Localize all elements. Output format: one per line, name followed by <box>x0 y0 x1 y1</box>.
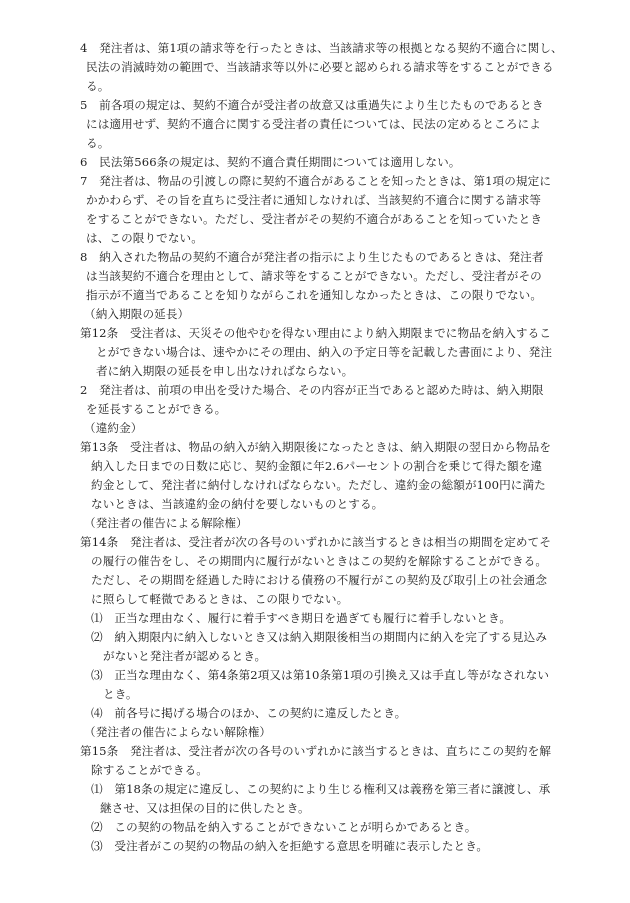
article-line: 第15条 発注者は、受注者が次の各号のいずれかに該当するときは、直ちにこの契約を解 <box>80 744 552 758</box>
paragraph-line: ただし、その期間を経過した時における債務の不履行がこの契約及び取引上の社会通念 <box>91 573 548 587</box>
list-item-continuation: 継させ、又は担保の目的に供したとき。 <box>100 801 310 815</box>
paragraph-line: とができない場合は、速やかにその理由、納入の予定日等を記載した書面により、発注 <box>96 345 553 359</box>
paragraph-line: 者に納入期限の延長を申し出なければならない。 <box>96 364 354 378</box>
article-line: 第12条 受注者は、天災その他やむを得ない理由により納入期限までに物品を納入するこ <box>80 326 552 340</box>
paragraph-line: をすることができない。ただし、受注者がその契約不適合があることを知っていたとき <box>86 212 543 226</box>
paragraph-line: は、この限りでない。 <box>86 231 203 245</box>
paragraph-line: 4 発注者は、第1項の請求等を行ったときは、当該請求等の根拠となる契約不適合に関し、 <box>80 41 563 55</box>
paragraph-line: に照らして軽微であるときは、この限りでない。 <box>91 592 349 606</box>
section-heading: （発注者の催告による解除権） <box>84 516 248 530</box>
paragraph-line: の履行の催告をし、その期間内に履行がないときはこの契約を解除することができる。 <box>91 554 548 568</box>
article-line: 第13条 受注者は、物品の納入が納入期限後になったときは、納入期限の翌日から物品を <box>80 440 552 454</box>
paragraph-line: 8 納入された物品の契約不適合が発注者の指示により生じたものであるときは、発注者 <box>80 250 544 264</box>
list-item: ⑶ 正当な理由なく、第4条第2項又は第10条第1項の引換え又は手直し等がなされない <box>91 668 550 682</box>
list-item-continuation: がないと発注者が認めるとき。 <box>103 649 267 663</box>
paragraph-line: 2 発注者は、前項の申出を受けた場合、その内容が正当であると認めた時は、納入期限 <box>80 383 544 397</box>
paragraph-line: には適用せず、契約不適合に関する受注者の責任については、民法の定めるところによ <box>86 117 541 131</box>
list-item: ⑶ 受注者がこの契約の物品の納入を拒絶する意思を明確に表示したとき。 <box>91 839 489 853</box>
paragraph-line: 納入した日までの日数に応じ、契約金額に年2.6パーセントの割合を乗じて得た額を違 <box>91 459 543 473</box>
document-body <box>0 39 630 856</box>
list-item: ⑴ 正当な理由なく、履行に着手すべき期日を過ぎても履行に着手しないとき。 <box>91 611 512 625</box>
paragraph-line: 7 発注者は、物品の引渡しの際に契約不適合があることを知ったときは、第1項の規定に <box>80 174 552 188</box>
section-heading: （納入期限の延長） <box>84 307 190 321</box>
section-heading: （違約金） <box>84 421 143 435</box>
paragraph-line: かかわらず、その旨を直ちに受注者に通知しなければ、当該契約不適合に関する請求等 <box>86 193 542 207</box>
list-item: ⑴ 第18条の規定に違反し、この契約により生じる権利又は義務を第三者に譲渡し、承 <box>91 782 551 796</box>
paragraph-line: 除することができる。 <box>91 763 208 777</box>
list-item: ⑵ この契約の物品を納入することができないことが明らかであるとき。 <box>91 820 477 834</box>
paragraph-line: 民法の消滅時効の範囲で、当該請求等以外に必要と認められる請求等をすることができる <box>86 60 554 74</box>
paragraph-line: 指示が不適当であることを知りながらこれを通知しなかったときは、この限りでない。 <box>86 288 543 302</box>
paragraph-line: は当該契約不適合を理由として、請求等をすることができない。ただし、受注者がその <box>86 269 542 283</box>
paragraph-line: る。 <box>86 79 110 93</box>
article-line: 第14条 発注者は、受注者が次の各号のいずれかに該当するときは相当の期間を定めてそ <box>80 535 552 549</box>
paragraph-line: る。 <box>86 136 110 150</box>
paragraph-line: 5 前各項の規定は、契約不適合が受注者の故意又は重過失により生じたものであるとき <box>80 98 544 112</box>
paragraph-line: を延長することができる。 <box>86 402 227 416</box>
section-heading: （発注者の催告によらない解除権） <box>84 725 272 739</box>
paragraph-line: 約金として、発注者に納付しなければならない。ただし、違約金の総額が100円に満た <box>91 478 546 492</box>
list-item-continuation: とき。 <box>103 687 138 701</box>
list-item: ⑷ 前各号に掲げる場合のほか、この契約に違反したとき。 <box>91 706 407 720</box>
paragraph-line: ないときは、当該違約金の納付を要しないものとする。 <box>91 497 384 511</box>
paragraph-line: 6 民法第566条の規定は、契約不適合責任期間については適用しない。 <box>80 155 461 169</box>
list-item: ⑵ 納入期限内に納入しないとき又は納入期限後相当の期間内に納入を完了する見込み <box>91 630 548 644</box>
